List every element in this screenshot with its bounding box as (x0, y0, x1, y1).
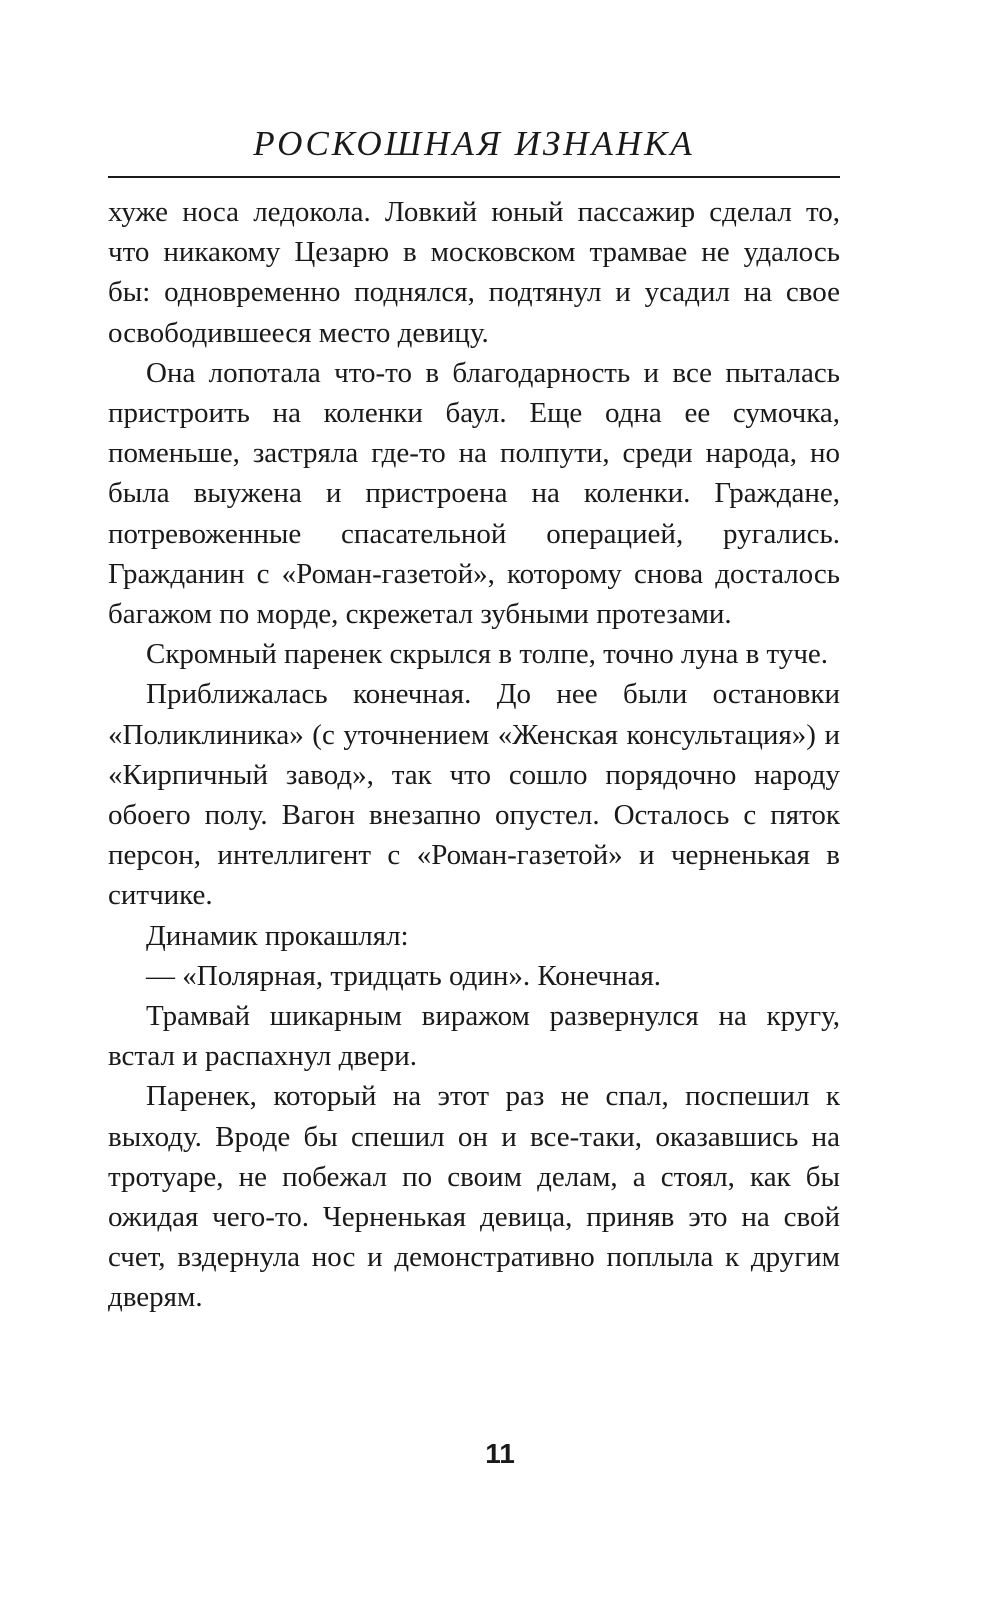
paragraph: хуже носа ледокола. Ловкий юный пассажир сделал то, что никакому Цезарю в московском трамвае не удалось бы: одновременно поднялся, подтянул и усадил на свое освободившееся место девицу. (108, 196, 840, 349)
paragraph: Динамик прокашлял: (146, 919, 409, 952)
paragraph: Паренек, который на этот раз не спал, поспешил к выходу. Вроде бы спешил он и все-таки, оказавшись на тротуаре, не побежал по своим делам, а стоял, как бы ожидая чего-то. Черненькая девица, приняв это на свой счет, вздернула нос и демонстративно поплыла к другим дверям. (108, 1080, 840, 1314)
paragraph: Трамвай шикарным виражом развернулся на кругу, встал и распахнул двери. (108, 1000, 840, 1073)
book-page (108, 120, 840, 1318)
page-number: 11 (485, 1438, 515, 1469)
paragraph: Скромный паренек скрылся в толпе, точно луна в туче. (146, 638, 829, 671)
paragraph: Она лопотала что-то в благодарность и все пыталась пристроить на коленки баул. Еще одна ее сумочка, поменьше, застряла где-то на полпути, среди народа, но была выужена и пристроена на коленки. Граждане, потревоженные спасательной операцией, ругались. Гражданин с «Роман-газетой», которому снова досталось багажом по морде, скрежетал зубными протезами. (108, 356, 840, 631)
paragraph: — «Полярная, тридцать один». Конечная. (146, 959, 662, 992)
header-rule (108, 176, 840, 178)
paragraph: Приближалась конечная. До нее были остановки «Поликлиника» (с уточнением «Женская консультация») и «Кирпичный завод», так что сошло порядочно народу обоего полу. Вагон внезапно опустел. Осталось с пяток персон, интеллигент с «Роман-газетой» и черненькая в ситчике. (108, 678, 840, 912)
body-text (108, 192, 840, 1318)
running-head: РОСКОШНАЯ ИЗНАНКА (253, 124, 695, 163)
